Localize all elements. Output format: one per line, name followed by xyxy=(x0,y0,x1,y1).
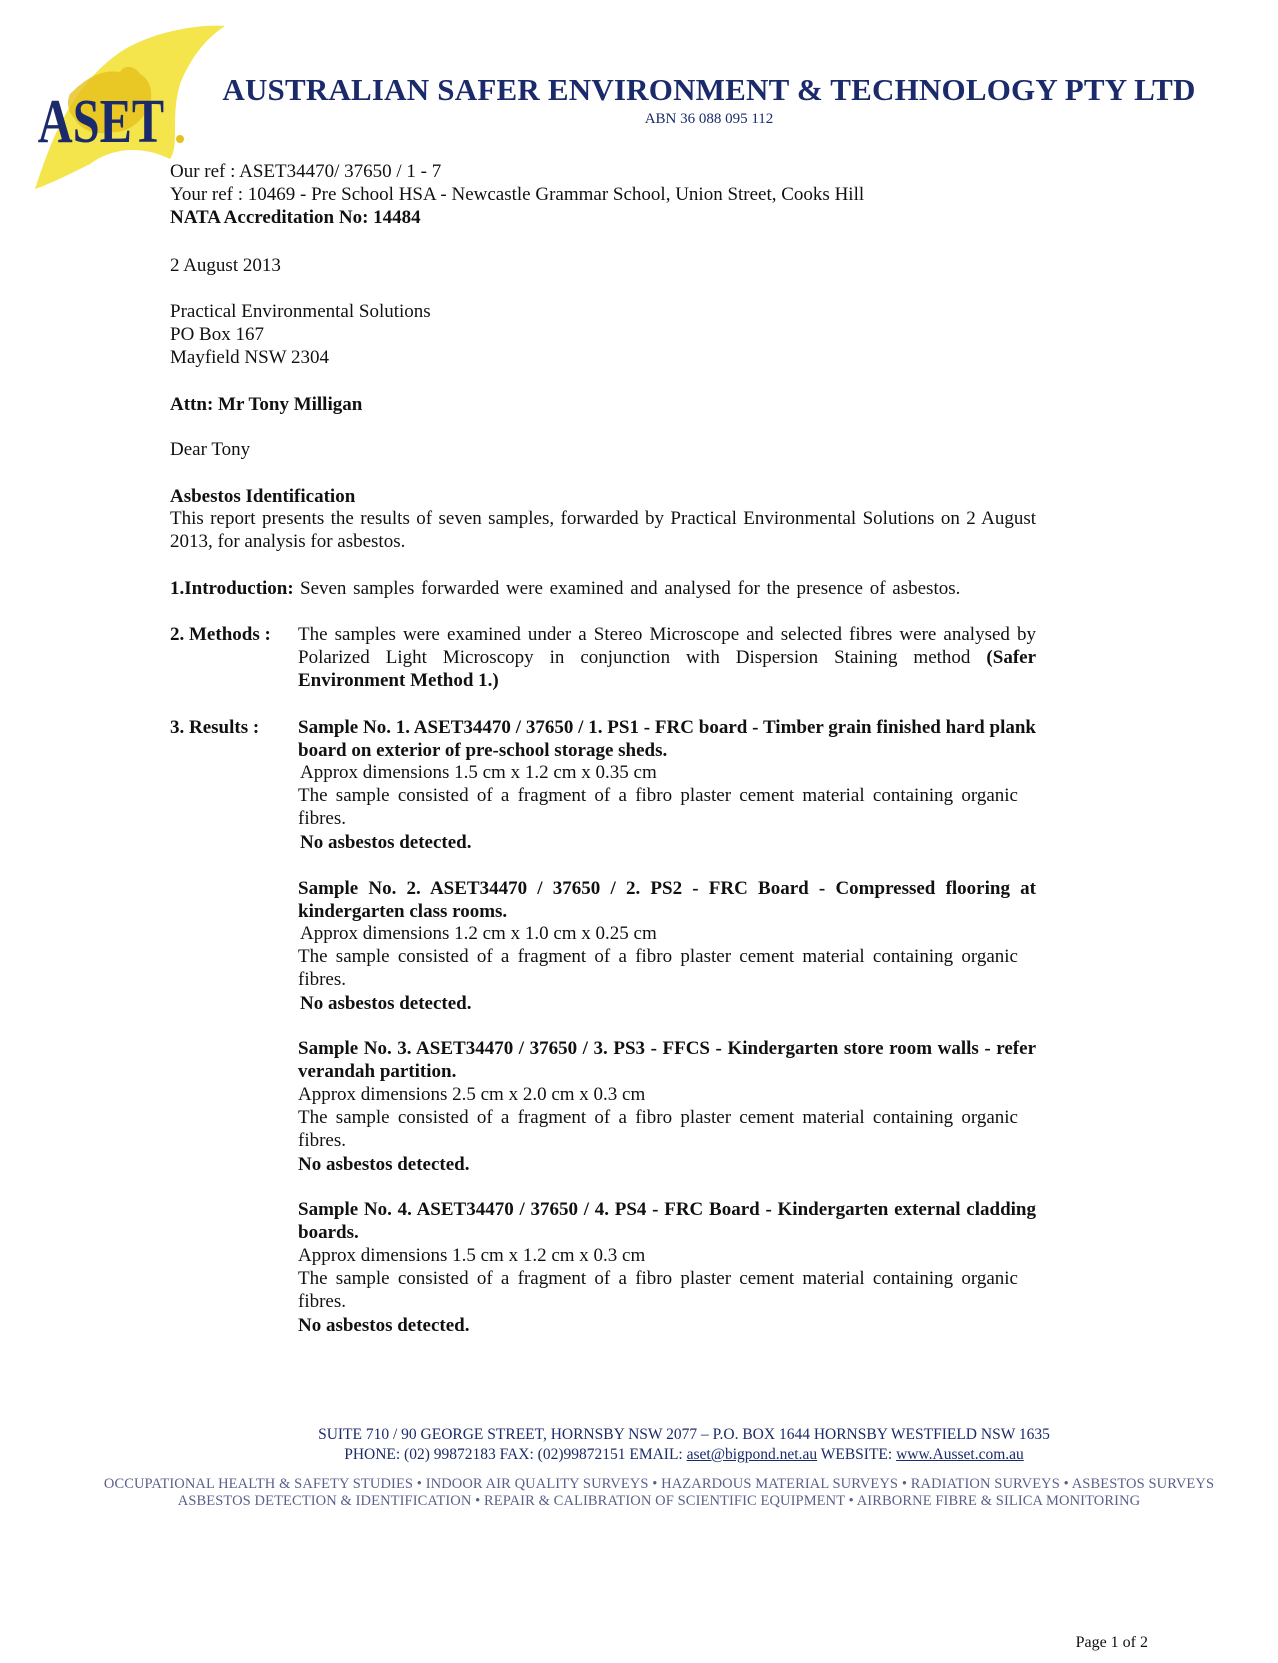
footer-email-link[interactable]: aset@bigpond.net.au xyxy=(686,1446,818,1463)
sample-heading: Sample No. 1. ASET34470 / 37650 / 1. PS1 - FRC board - Timber grain finished hard plank board on exterior of pre-school storage sheds. xyxy=(298,717,1036,761)
methods-label: 2. Methods : xyxy=(170,624,271,645)
results-label: 3. Results : xyxy=(170,717,260,738)
sample-result: No asbestos detected. xyxy=(298,1315,470,1336)
salutation: Dear Tony xyxy=(170,439,251,460)
footer-website-label: WEBSITE: xyxy=(817,1446,897,1463)
methods-text xyxy=(298,623,1036,692)
footer-website-link[interactable]: www.Ausset.com.au xyxy=(896,1446,1024,1463)
sample-dimensions: Approx dimensions 1.2 cm x 1.0 cm x 0.25 cm xyxy=(300,923,657,944)
address-line1: Practical Environmental Solutions xyxy=(170,301,431,322)
footer-services-line1: OCCUPATIONAL HEALTH & SAFETY STUDIES • INDOOR AIR QUALITY SURVEYS • HAZARDOUS MATERIAL SURVEYS • RADIATION SURVEYS • ASBESTOS SURVEYS xyxy=(103,1476,1215,1492)
sample-result: No asbestos detected. xyxy=(300,993,472,1014)
letter-date: 2 August 2013 xyxy=(170,255,281,276)
footer-contact xyxy=(0,1446,1278,1464)
sample-dimensions: Approx dimensions 1.5 cm x 1.2 cm x 0.3 cm xyxy=(298,1245,646,1266)
address-line3: Mayfield NSW 2304 xyxy=(170,347,330,368)
subject-text: This report presents the results of seven samples, forwarded by Practical Environmental Solutions on 2 August 2013, for analysis for asbestos. xyxy=(170,508,1036,552)
methods-method-ref: (Safer Environment Method 1.) xyxy=(298,647,1037,691)
logo-text: ASET xyxy=(37,87,165,157)
company-name: AUSTRALIAN SAFER ENVIRONMENT & TECHNOLOGY PTY LTD xyxy=(222,72,1196,107)
subject-heading: Asbestos Identification xyxy=(170,486,356,507)
our-ref: Our ref : ASET34470/ 37650 / 1 - 7 xyxy=(170,161,442,182)
footer-services-line2: ASBESTOS DETECTION & IDENTIFICATION • REPAIR & CALIBRATION OF SCIENTIFIC EQUIPMENT • AIRBORNE FIBRE & SILICA MONITORING xyxy=(177,1493,1141,1509)
sample-description: The sample consisted of a fragment of a fibro plaster cement material containing organic fibres. xyxy=(298,785,1018,829)
methods-body: The samples were examined under a Stereo Microscope and selected fibres were analysed by Polarized Light Microscopy in conjunction with Dispersion Staining method xyxy=(298,624,1036,668)
sample-description: The sample consisted of a fragment of a fibro plaster cement material containing organic fibres. xyxy=(298,1107,1018,1151)
sample-dimensions: Approx dimensions 2.5 cm x 2.0 cm x 0.3 cm xyxy=(298,1084,646,1105)
sample-description: The sample consisted of a fragment of a fibro plaster cement material containing organic fibres. xyxy=(298,1268,1018,1312)
introduction-text: Seven samples forwarded were examined and analysed for the presence of asbestos. xyxy=(300,578,961,599)
attention-line: Attn: Mr Tony Milligan xyxy=(170,394,363,415)
sample-dimensions: Approx dimensions 1.5 cm x 1.2 cm x 0.35 cm xyxy=(300,762,657,783)
sample-description: The sample consisted of a fragment of a fibro plaster cement material containing organic fibres. xyxy=(298,946,1018,990)
sample-heading: Sample No. 4. ASET34470 / 37650 / 4. PS4 - FRC Board - Kindergarten external cladding boards. xyxy=(298,1199,1036,1243)
your-ref: Your ref : 10469 - Pre School HSA - Newcastle Grammar School, Union Street, Cooks Hill xyxy=(170,184,865,205)
page-number: Page 1 of 2 xyxy=(1075,1634,1148,1651)
sample-heading: Sample No. 2. ASET34470 / 37650 / 2. PS2 - FRC Board - Compressed flooring at kindergarten class rooms. xyxy=(298,878,1036,922)
introduction-label: 1.Introduction: xyxy=(170,578,294,599)
abn: ABN 36 088 095 112 xyxy=(644,111,774,127)
footer-address: SUITE 710 / 90 GEORGE STREET, HORNSBY NSW 2077 – P.O. BOX 1644 HORNSBY WESTFIELD NSW 1635 xyxy=(318,1426,1050,1443)
sample-result: No asbestos detected. xyxy=(300,832,472,853)
footer-phone-fax: PHONE: (02) 99872183 FAX: (02)99872151 EMAIL: xyxy=(344,1446,687,1463)
address-line2: PO Box 167 xyxy=(170,324,264,345)
nata-accreditation: NATA Accreditation No: 14484 xyxy=(170,207,421,228)
sample-result: No asbestos detected. xyxy=(298,1154,470,1175)
sample-heading: Sample No. 3. ASET34470 / 37650 / 3. PS3 - FFCS - Kindergarten store room walls - refer verandah partition. xyxy=(298,1038,1036,1082)
